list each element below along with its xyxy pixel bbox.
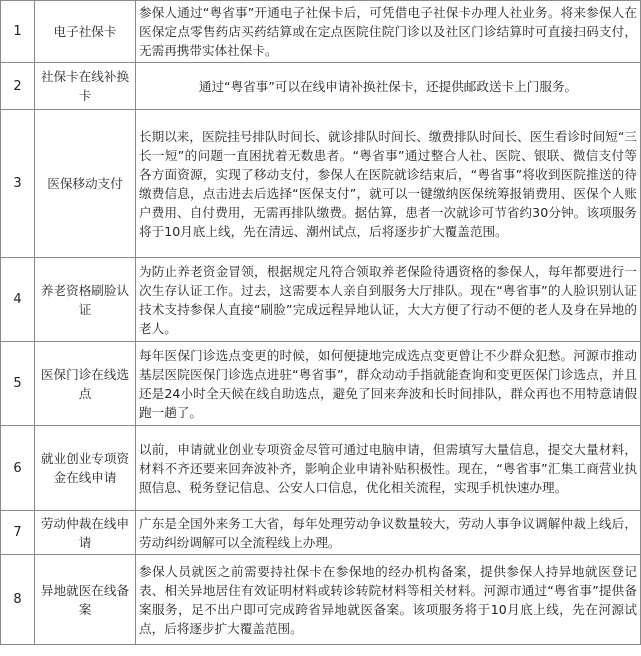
service-name: 异地就医在线备案	[35, 555, 136, 645]
service-name: 医保门诊在线选点	[35, 342, 136, 426]
service-name: 电子社保卡	[35, 1, 136, 63]
table-row	[1, 258, 641, 342]
row-number: 6	[1, 426, 35, 511]
table-row	[1, 555, 641, 645]
table-row	[1, 1, 641, 63]
service-description: 每年医保门诊选点变更的时候，如何便捷地完成选点变更曾让不少群众犯愁。河源市推动基层医院医保门诊选点进驻“粤省事”，群众动动手指就能查询和变更医保门诊选点，并且还是24小时全天候在线自助选点，避免了回来奔波和长时间排队，群众再也不用特意请假跑一趟了。	[136, 342, 641, 426]
service-name: 劳动仲裁在线申请	[35, 511, 136, 555]
service-description: 通过“粤省事”可以在线申请补换社保卡，还提供邮政送卡上门服务。	[136, 63, 641, 110]
row-number: 7	[1, 511, 35, 555]
row-number: 1	[1, 1, 35, 63]
row-number: 3	[1, 110, 35, 258]
table-row	[1, 110, 641, 258]
row-number: 8	[1, 555, 35, 645]
service-description: 长期以来，医院挂号排队时间长、就诊排队时间长、缴费排队时间长、医生看诊时间短“三长一短”的问题一直困扰着无数患者。“粤省事”通过整合人社、医院、银联、微信支付等各方面资源，实现了移动支付，参保人在医院就诊结束后，“粤省事”将收到医院推送的待缴费信息，点击进去后选择“医保支付”，就可以一键缴纳医保统筹报销费用、医保个人账户费用、自付费用，无需再排队缴费。据估算，患者一次就诊可节省约30分钟。该项服务将于10月底上线，先在清远、潮州试点，后将逐步扩大覆盖范围。	[136, 110, 641, 258]
service-description: 参保人员就医之前需要持社保卡在参保地的经办机构备案，提供参保人持异地就医登记表、相关异地居住有效证明材料或转诊转院材料等相关材料。河源市通过“粤省事”提供备案服务，足不出户即可完成跨省异地就医备案。该项服务将于10月底上线，先在河源试点，后将逐步扩大覆盖范围。	[136, 555, 641, 645]
table-row	[1, 342, 641, 426]
row-number: 2	[1, 63, 35, 110]
row-number: 5	[1, 342, 35, 426]
service-name: 医保移动支付	[35, 110, 136, 258]
service-description: 为防止养老资金冒领，根据规定凡符合领取养老保险待遇资格的参保人，每年都要进行一次生存认证工作。过去，这需要本人亲自到服务大厅排队。现在“粤省事”的人脸识别认证技术支持参保人直接“刷脸”完成远程异地认证，大大方便了行动不便的老人及身在异地的老人。	[136, 258, 641, 342]
service-name: 社保卡在线补换卡	[35, 63, 136, 110]
row-number: 4	[1, 258, 35, 342]
service-description: 以前，申请就业创业专项资金尽管可通过电脑申请，但需填写大量信息，提交大量材料，材料不齐还要来回奔波补齐，影响企业申请补贴积极性。现在，“粤省事”汇集工商营业执照信息、税务登记信息、公安人口信息，优化相关流程，实现手机快速办理。	[136, 426, 641, 511]
table-row	[1, 63, 641, 110]
service-name: 养老资格刷脸认证	[35, 258, 136, 342]
service-name: 就业创业专项资金在线申请	[35, 426, 136, 511]
service-description: 参保人通过“粤省事”开通电子社保卡后，可凭借电子社保卡办理人社业务。将来参保人在医保定点零售药店买药结算或在定点医院住院门诊以及社区门诊结算时可直接扫码支付，无需再携带实体社保卡。	[136, 1, 641, 63]
service-description: 广东是全国外来务工大省，每年处理劳动争议数量较大，劳动人事争议调解仲裁上线后，劳动纠纷调解可以全流程线上办理。	[136, 511, 641, 555]
table-row	[1, 426, 641, 511]
table-row	[1, 511, 641, 555]
